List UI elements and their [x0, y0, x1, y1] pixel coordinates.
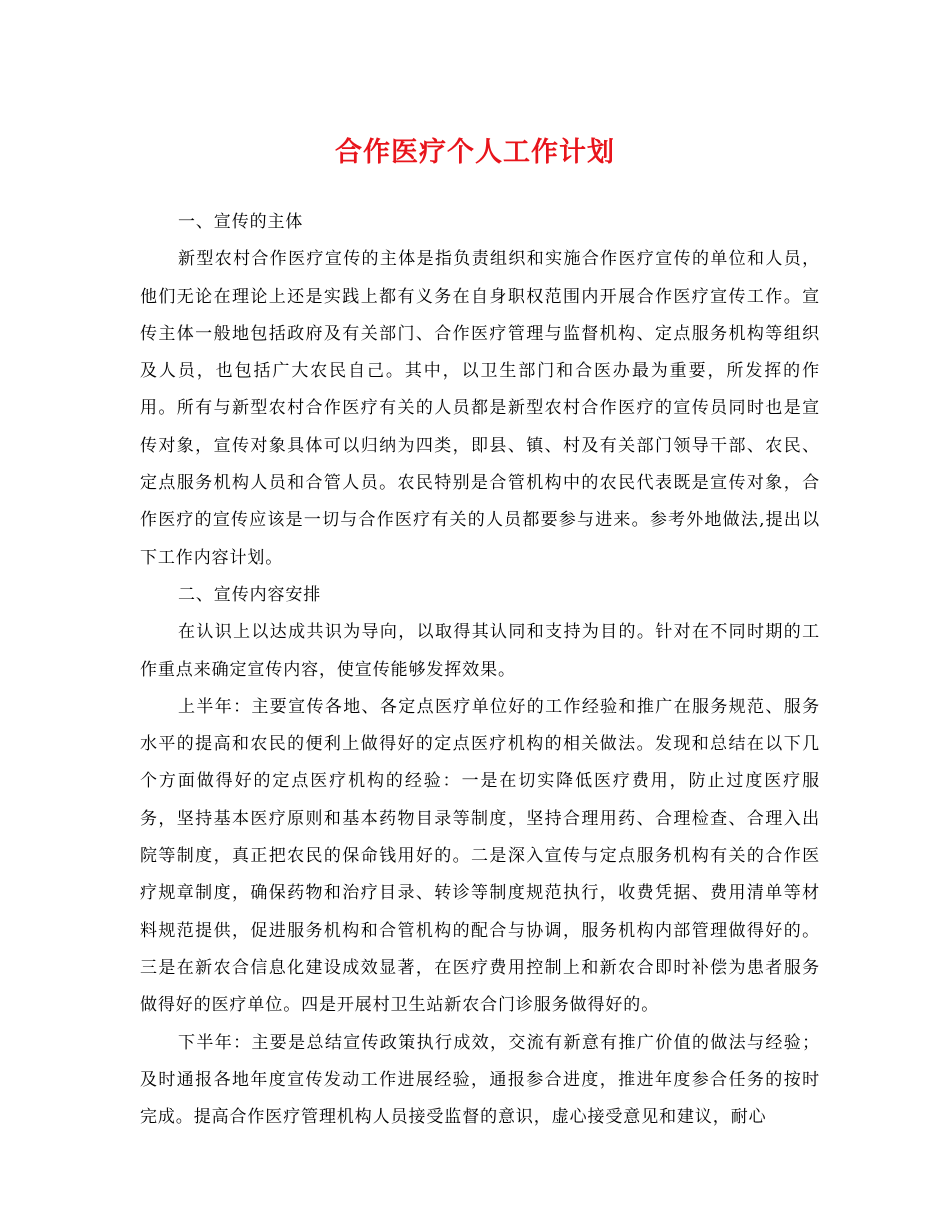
body-paragraph: 在认识上以达成共识为导向，以取得其认同和支持为目的。针对在不同时期的工作重点来确定宣传内容，使宣传能够发挥效果。 — [140, 622, 820, 680]
body-paragraph: 新型农村合作医疗宣传的主体是指负责组织和实施合作医疗宣传的单位和人员，他们无论在理论上还是实践上都有义务在自身职权范围内开展合作医疗宣传工作。宣传主体一般地包括政府及有关部门、合作医疗管理与监督机构、定点服务机构等组织及人员，也包括广大农民自己。其中，以卫生部门和合医办最为重要，所发挥的作用。所有与新型农村合作医疗有关的人员都是新型农村合作医疗的宣传员同时也是宣传对象，宣传对象具体可以归纳为四类，即县、镇、村及有关部门领导干部、农民、定点服务机构人员和合管人员。农民特别是合管机构中的农民代表既是宣传对象，合作医疗的宣传应该是一切与合作医疗有关的人员都要参与进来。参考外地做法,提出以下工作内容计划。 — [140, 249, 820, 568]
section-heading: 二、宣传内容安排 — [178, 584, 322, 605]
section-heading: 一、宣传的主体 — [178, 212, 304, 232]
body-paragraph: 下半年：主要是总结宣传政策执行成效，交流有新意有推广价值的做法与经验；及时通报各地年度宣传发动工作进展经验，通报参合进度，推进年度参合任务的按时完成。提高合作医疗管理机构人员接受监督的意识，虚心接受意见和建议，耐心 — [140, 1032, 820, 1128]
body-paragraph: 上半年：主要宣传各地、各定点医疗单位好的工作经验和推广在服务规范、服务水平的提高和农民的便利上做得好的定点医疗机构的相关做法。发现和总结在以下几个方面做得好的定点医疗机构的经验：一是在切实降低医疗费用，防止过度医疗服务，坚持基本医疗原则和基本药物目录等制度，坚持合理用药、合理检查、合理入出院等制度，真正把农民的保命钱用好的。二是深入宣传与定点服务机构有关的合作医疗规章制度，确保药物和治疗目录、转诊等制度规范执行，收费凭据、费用清单等材料规范提供，促进服务机构和合管机构的配合与协调，服务机构内部管理做得好的。三是在新农合信息化建设成效显著，在医疗费用控制上和新农合即时补偿为患者服务做得好的医疗单位。四是开展村卫生站新农合门诊服务做得好的。 — [140, 696, 820, 1016]
document-body — [140, 204, 820, 1136]
document-title: 合作医疗个人工作计划 — [335, 137, 615, 168]
